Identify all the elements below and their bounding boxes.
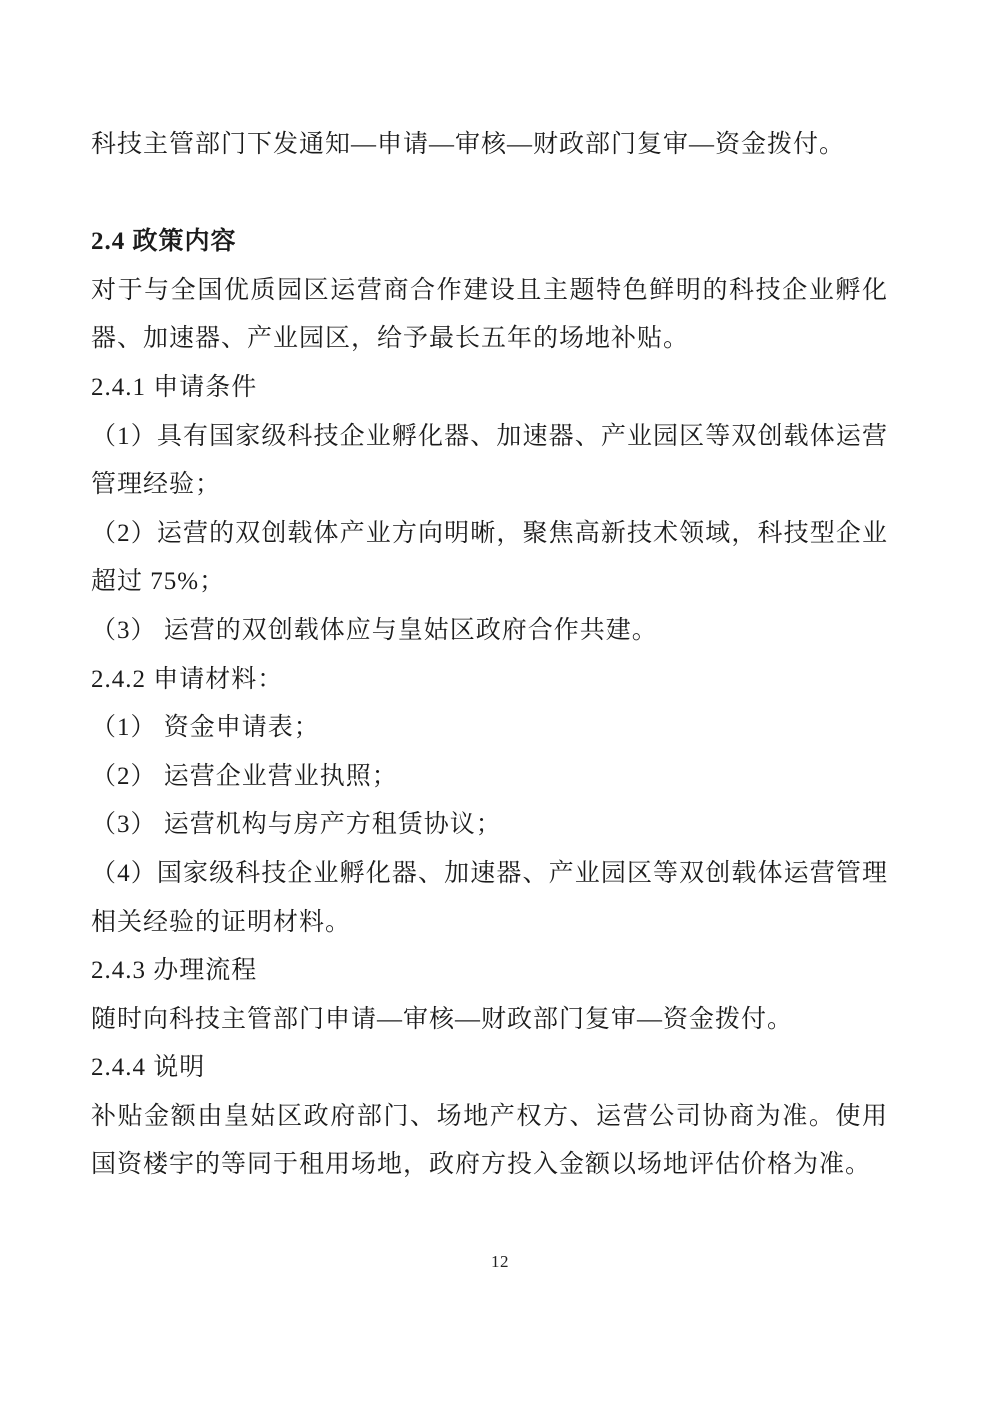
document-body xyxy=(91,121,888,1190)
condition-1-line-1: （1）具有国家级科技企业孵化器、加速器、产业园区等双创载体运营 xyxy=(91,422,888,450)
paragraph-policy-intro-line-2: 器、加速器、产业园区，给予最长五年的场地补贴。 xyxy=(91,325,690,353)
paragraph-handling-process: 随时向科技主管部门申请—审核—财政部门复审—资金拨付。 xyxy=(91,1005,794,1033)
condition-2-line-2: 超过 75%； xyxy=(91,568,226,596)
subsection-heading-application-conditions: 2.4.1 申请条件 xyxy=(91,373,258,401)
condition-1-line-2: 管理经验； xyxy=(91,471,222,499)
subsection-heading-handling-process: 2.4.3 办理流程 xyxy=(91,957,258,985)
subsection-heading-notes: 2.4.4 说明 xyxy=(91,1054,206,1082)
material-1: （1） 资金申请表； xyxy=(91,714,320,742)
condition-2-line-1: （2）运营的双创载体产业方向明晰，聚焦高新技术领域，科技型企业 xyxy=(91,519,888,547)
condition-3: （3） 运营的双创载体应与皇姑区政府合作共建。 xyxy=(91,616,658,644)
material-2: （2） 运营企业营业执照； xyxy=(91,762,398,790)
material-4-line-1: （4）国家级科技企业孵化器、加速器、产业园区等双创载体运营管理 xyxy=(91,859,888,887)
page-number: 12 xyxy=(491,1252,509,1271)
material-3: （3） 运营机构与房产方租赁协议； xyxy=(91,811,502,839)
material-4-line-2: 相关经验的证明材料。 xyxy=(91,908,352,936)
section-heading-policy-content: 2.4 政策内容 xyxy=(91,228,237,256)
subsection-heading-application-materials: 2.4.2 申请材料： xyxy=(91,665,284,693)
blank-line xyxy=(91,170,888,219)
paragraph-notes-line-1: 补贴金额由皇姑区政府部门、场地产权方、运营公司协商为准。使用 xyxy=(91,1102,888,1130)
paragraph-notes-line-2: 国资楼宇的等同于租用场地，政府方投入金额以场地评估价格为准。 xyxy=(91,1151,872,1179)
paragraph-policy-intro-line-1: 对于与全国优质园区运营商合作建设且主题特色鲜明的科技企业孵化 xyxy=(91,276,888,304)
paragraph-process-flow-prev-section: 科技主管部门下发通知—申请—审核—财政部门复审—资金拨付。 xyxy=(91,131,846,158)
